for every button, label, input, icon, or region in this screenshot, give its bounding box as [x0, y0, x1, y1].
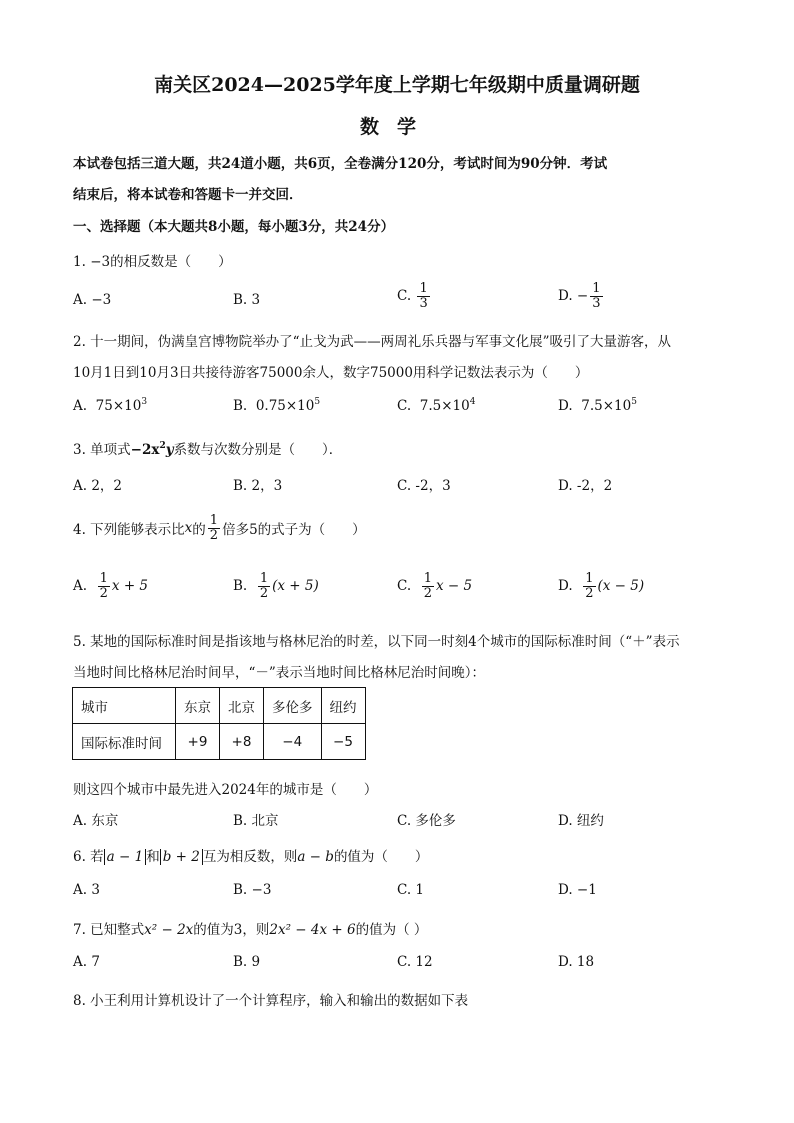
- section-heading: 一、选择题（本大题共8小题，每小题3分，共24分）: [73, 219, 395, 235]
- question-2-line2: 10月1日到10月3日共接待游客75000余人，数字75000用科学记数法表示为（ ）: [73, 365, 589, 381]
- q6-option-a[interactable]: A. 3: [73, 882, 100, 898]
- q4-option-c[interactable]: C. $\frac{1}{2}$ x − 5: [397, 571, 473, 601]
- q3-option-c[interactable]: C. -2，3: [397, 478, 451, 494]
- table-cell: +9: [176, 724, 220, 760]
- question-4: 4. 下列能够表示比x的 $\frac{1}{2}$ 倍多5的式子为（ ）: [73, 513, 366, 543]
- table-cell: −5: [321, 724, 365, 760]
- table-cell: 纽约: [321, 688, 365, 724]
- table-row: [73, 724, 366, 760]
- q3-option-a[interactable]: A. 2，2: [73, 478, 123, 494]
- q2-option-a[interactable]: A. $75\times 10^3$: [73, 397, 148, 414]
- question-2-line1: 2. 十一期间，伪满皇宫博物院举办了“止戈为武——两周礼乐兵器与军事文化展”吸引了大量游客，从: [73, 334, 671, 350]
- table-cell: 城市: [73, 688, 176, 724]
- q1-option-b[interactable]: B. 3: [233, 292, 261, 308]
- question-8: 8. 小王利用计算机设计了一个计算程序，输入和输出的数据如下表: [73, 993, 469, 1009]
- table-row: [73, 688, 366, 724]
- question-5-line1: 5. 某地的国际标准时间是指该地与格林尼治的时差，以下同一时刻4个城市的国际标准时间（“＋”表示: [73, 634, 680, 650]
- q7-option-c[interactable]: C. 12: [397, 954, 433, 970]
- question-1: 1. −3的相反数是（ ）: [73, 254, 232, 270]
- q2-option-b[interactable]: B. $0.75\times 10^5$: [233, 397, 321, 414]
- table-cell: 北京: [220, 688, 264, 724]
- q4-option-d[interactable]: D. $\frac{1}{2}$ (x − 5): [558, 571, 645, 601]
- q1-option-c[interactable]: C. $\frac{1}{3}$: [397, 281, 428, 311]
- table-cell: +8: [220, 724, 264, 760]
- subject-title: 数学: [359, 116, 434, 138]
- q4-option-b[interactable]: B. $\frac{1}{2}$ (x + 5): [233, 571, 319, 601]
- q5-option-c[interactable]: C. 多伦多: [397, 813, 456, 829]
- timezone-table: [72, 687, 366, 760]
- exam-note-line2: 结束后，将本试卷和答题卡一并交回．: [73, 187, 303, 203]
- q3-expr: $-2x^2y$: [130, 441, 174, 458]
- q3-option-b[interactable]: B. 2，3: [233, 478, 283, 494]
- q5-option-a[interactable]: A. 东京: [73, 813, 119, 829]
- q7-option-b[interactable]: B. 9: [233, 954, 261, 970]
- table-cell: 东京: [176, 688, 220, 724]
- q3-option-d[interactable]: D. -2，2: [558, 478, 613, 494]
- q2-option-d[interactable]: D. $7.5\times 10^5$: [558, 397, 637, 414]
- q5-option-b[interactable]: B. 北京: [233, 813, 279, 829]
- q1-expr: −3: [90, 254, 111, 270]
- q6-option-d[interactable]: D. −1: [558, 882, 597, 898]
- question-3: 3. 单项式$-2x^2y$系数与次数分别是（ ）．: [73, 441, 343, 458]
- q6-option-c[interactable]: C. 1: [397, 882, 425, 898]
- q1-option-a[interactable]: A. −3: [73, 292, 112, 308]
- q1-option-d[interactable]: D. − $\frac{1}{3}$: [558, 281, 601, 311]
- q7-option-a[interactable]: A. 7: [73, 954, 100, 970]
- exam-title: 南关区2024—2025学年度上学期七年级期中质量调研题: [154, 74, 640, 96]
- exam-note-line1: 本试卷包括三道大题，共24道小题，共6页，全卷满分120分，考试时间为90分钟．考试: [73, 156, 608, 172]
- question-6: 6. 若 a − 1 和 b + 2 互为相反数，则a − b的值为（ ）: [73, 849, 429, 865]
- question-7: 7. 已知整式x² − 2x的值为3，则2x² − 4x + 6的值为（ ）: [73, 922, 428, 938]
- table-cell: −4: [264, 724, 322, 760]
- table-cell: 多伦多: [264, 688, 322, 724]
- q5-option-d[interactable]: D. 纽约: [558, 813, 604, 829]
- table-cell: 国际标准时间: [73, 724, 176, 760]
- q6-option-b[interactable]: B. −3: [233, 882, 272, 898]
- q2-option-c[interactable]: C. $7.5\times 10^4$: [397, 397, 476, 414]
- question-5-line3: 则这四个城市中最先进入2024年的城市是（ ）: [73, 782, 378, 798]
- question-5-line2: 当地时间比格林尼治时间早，“－”表示当地时间比格林尼治时间晚）：: [73, 665, 486, 681]
- q4-option-a[interactable]: A. $\frac{1}{2}$ x + 5: [73, 571, 149, 601]
- q7-option-d[interactable]: D. 18: [558, 954, 595, 970]
